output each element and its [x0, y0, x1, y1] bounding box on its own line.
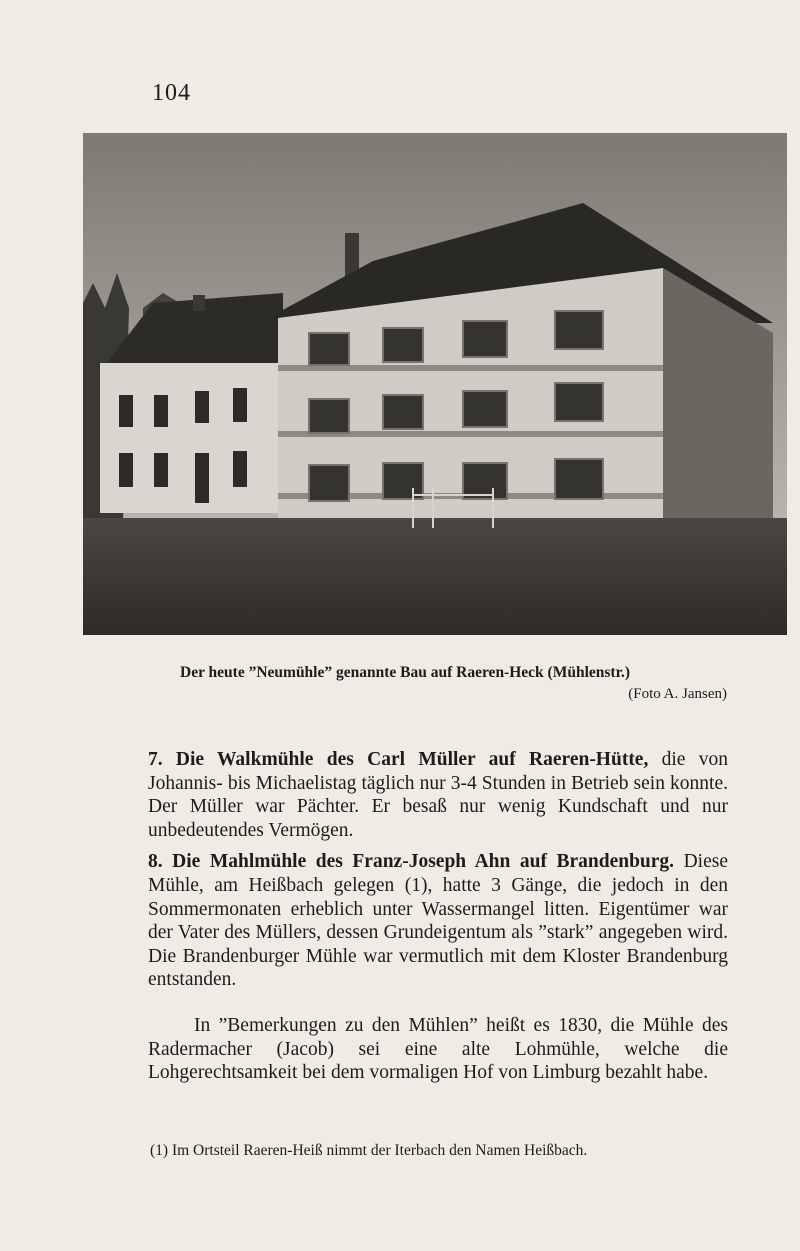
section-7-heading: 7. Die Walkmühle des Carl Müller auf Raeren-Hütte,	[148, 749, 649, 770]
section-7	[148, 748, 728, 842]
paragraph-bemerkungen: In ”Bemerkungen zu den Mühlen” heißt es 1830, die Mühle des Radermacher (Jacob) sei eine alte Lohmühle, welche die Lohgerechtsamkeit bei dem vormaligen Hof von Limburg bezahlt habe.	[148, 1014, 728, 1084]
photo-neumuehle	[83, 133, 787, 635]
footnote: (1) Im Ortsteil Raeren-Heiß nimmt der Iterbach den Namen Heißbach.	[150, 1142, 588, 1159]
page-number: 104	[152, 80, 191, 106]
section-7-text: die von Johannis- bis Michaelistag täglich nur 3-4 Stunden in Betrieb sein konnte. Der Müller war Pächter. Er besaß nur wenig Kundschaft und nur unbedeutendes Vermögen.	[148, 749, 728, 841]
section-8	[148, 850, 728, 992]
section-8-text: Diese Mühle, am Heißbach gelegen (1), hatte 3 Gänge, die jedoch in den Sommermonaten erheblich unter Wassermangel litten. Eigentümer war der Vater des Müllers, dessen Grundeigentum als ”stark” angegeben wird. Die Brandenburger Mühle war vermutlich mit dem Kloster Brandenburg entstanden.	[148, 851, 728, 991]
main-text	[148, 748, 728, 1093]
photo-caption: Der heute ”Neumühle” genannte Bau auf Raeren-Heck (Mühlenstr.)	[180, 664, 631, 681]
building-photograph	[83, 133, 787, 635]
photo-credit: (Foto A. Jansen)	[628, 686, 727, 702]
section-8-heading: 8. Die Mahlmühle des Franz-Joseph Ahn auf Brandenburg.	[148, 851, 675, 873]
